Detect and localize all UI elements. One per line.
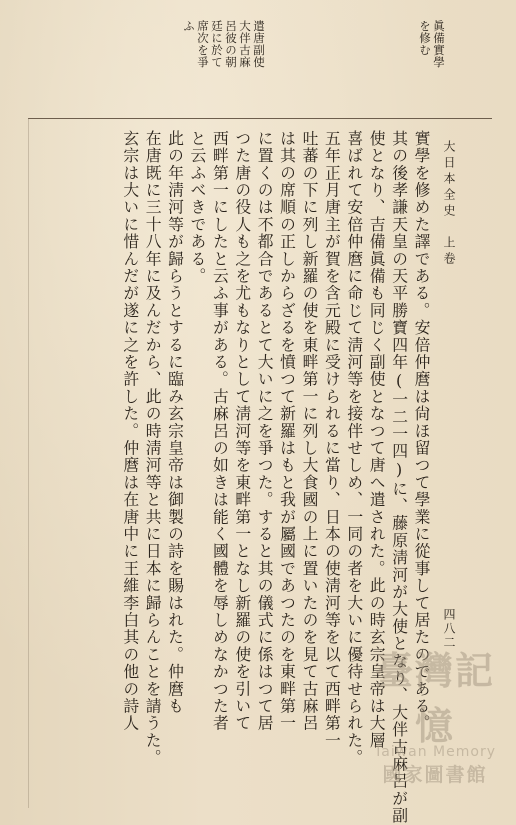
- text-column: 西畔第一にしたと云ふ事がある。古麻呂の如きは能く國體を辱しめなかつた者: [210, 130, 230, 732]
- margin-note-line: 席次を爭: [196, 20, 210, 68]
- text-column: 在唐既に三十八年に及んだから、此の時淸河等と共に日本に歸らんことを請うた。: [143, 130, 163, 767]
- margin-note-line: 眞備實學: [432, 20, 446, 68]
- text-column: 其の後孝謙天皇の天平勝寶四年(一二一四)に、藤原淸河が大使となり、大伴古麻呂が副: [389, 130, 409, 825]
- text-column: 此の年淸河等が歸らうとするに臨み玄宗皇帝は御製の詩を賜はれた。仲麿も: [165, 130, 185, 715]
- running-header: 大日本全史 上卷: [442, 140, 456, 268]
- margin-note-line: 遣唐副使: [252, 20, 266, 68]
- text-column: 使となり、吉備眞備も同じく副使となつて唐へ遣された。此の時玄宗皇帝は大層: [367, 130, 387, 750]
- text-column: は其の席順の正しからざるを憤つて新羅はもと我が屬國であつたのを東畔第一: [277, 130, 297, 732]
- text-column: 玄宗は大いに惜んだが遂に之を許した。仲麿は在唐中に王維李白其の他の詩人: [120, 130, 140, 732]
- text-column: 實學を修めた譯である。安倍仲麿は尙ほ留つて學業に從事して居たのである。: [412, 130, 431, 732]
- watermark-main: 臺灣記憶: [374, 649, 495, 748]
- text-column: つた唐の役人も之を尤もなりとして淸河等を東畔第一となし新羅の使を引いて: [232, 130, 252, 732]
- margin-note-b: [182, 20, 266, 114]
- watermark-sub: Taiwan Memory: [374, 744, 496, 760]
- page-edge-line: [28, 118, 29, 808]
- text-column: 五年正月唐主が賀を含元殿に受けられるに當り、日本の使淸河等を以て西畔第一: [322, 130, 342, 750]
- watermark: [360, 640, 510, 787]
- margin-note-line: を修む: [418, 20, 432, 56]
- page-number: 四八二: [442, 608, 456, 650]
- margin-note-line: ふ: [182, 20, 196, 32]
- text-column: 喜ばれて安倍仲麿に命じて淸河等を接伴せしめ、一同の者を大いに優待せられた。: [344, 130, 364, 767]
- margin-note-line: 廷に於て: [210, 20, 224, 68]
- margin-note-line: 大伴古麻: [238, 20, 252, 68]
- watermark-sub2: 國家圖書館: [382, 764, 488, 786]
- text-column: に置くのは不都合であるとて大いに之を爭つた。すると其の儀式に係はつて居: [255, 130, 275, 732]
- text-column: 吐蕃の下に列し新羅の使を東畔第一に列し大食國の上に置いたのを見て古麻呂: [299, 130, 319, 732]
- margin-note-a: [418, 20, 446, 114]
- header-rule: [28, 118, 492, 119]
- margin-note-line: 呂彼の朝: [224, 20, 238, 68]
- text-column: と云ふべきである。: [187, 130, 207, 285]
